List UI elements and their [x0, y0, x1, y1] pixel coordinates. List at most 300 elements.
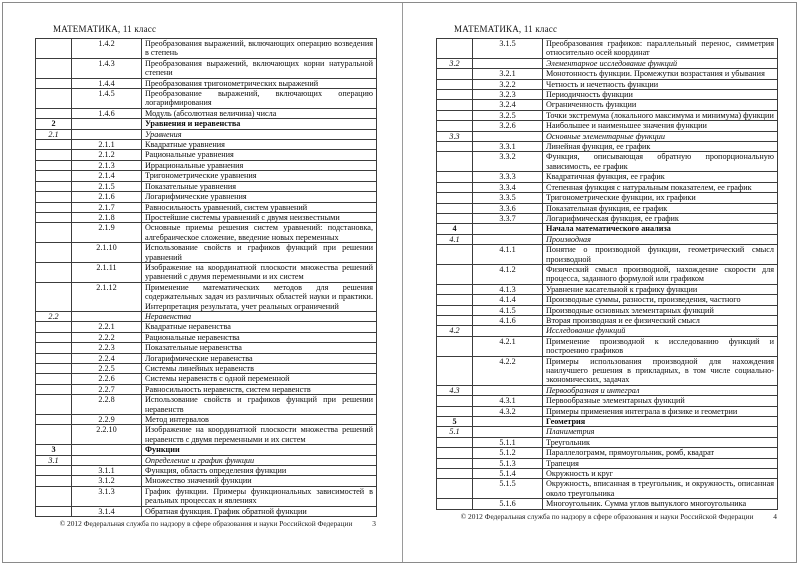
table-row — [36, 322, 377, 332]
description-cell: Функции — [142, 445, 377, 455]
table-row — [36, 455, 377, 465]
section-number-cell: 2 — [36, 119, 72, 129]
page-footer — [35, 519, 377, 528]
description-cell: Примеры применения интеграла в физике и геометрии — [543, 406, 778, 416]
table-row — [36, 39, 377, 59]
curriculum-table-page-4 — [436, 38, 778, 510]
description-cell: Изображение на координатной плоскости множества решений уравнений с двумя переменными и их систем — [142, 262, 377, 282]
description-cell: Монотонность функции. Промежутки возрастания и убывания — [543, 69, 778, 79]
table-row — [437, 448, 778, 458]
table-row — [36, 119, 377, 129]
description-cell: Использование свойств и графиков функций при решении уравнений — [142, 243, 377, 263]
description-cell: Уравнения и неравенства — [142, 119, 377, 129]
item-number-cell — [72, 311, 142, 321]
section-number-cell — [36, 39, 72, 59]
item-number-cell: 4.1.1 — [473, 245, 543, 265]
description-cell: Точки экстремума (локального максимума и минимума) функции — [543, 110, 778, 120]
section-number-cell — [437, 79, 473, 89]
table-row — [437, 234, 778, 244]
description-cell: Трапеция — [543, 458, 778, 468]
item-number-cell: 4.2.1 — [473, 336, 543, 356]
item-number-cell: 2.2.8 — [72, 395, 142, 415]
section-number-cell — [437, 458, 473, 468]
table-row — [36, 212, 377, 222]
table-row — [36, 445, 377, 455]
section-number-cell — [437, 315, 473, 325]
table-row — [36, 353, 377, 363]
description-cell: Преобразование выражений, включающих операцию логарифмирования — [142, 89, 377, 109]
table-row — [437, 152, 778, 172]
section-number-cell — [437, 121, 473, 131]
item-number-cell: 2.1.2 — [72, 150, 142, 160]
section-number-cell — [36, 322, 72, 332]
description-cell: Тригонометрические функции, их графики — [543, 193, 778, 203]
description-cell: Примеры использования производной для нахождения наилучшего решения в прикладных, в том числе социально-экономических, задачах — [543, 356, 778, 385]
item-number-cell: 2.2.2 — [72, 332, 142, 342]
description-cell: Системы неравенств с одной переменной — [142, 374, 377, 384]
item-number-cell: 1.4.6 — [72, 108, 142, 118]
section-number-cell — [437, 469, 473, 479]
section-number-cell — [36, 223, 72, 243]
section-number-cell — [437, 396, 473, 406]
description-cell: Логарифмические уравнения — [142, 192, 377, 202]
page-number: 4 — [773, 511, 777, 521]
item-number-cell — [72, 445, 142, 455]
description-cell: Системы линейных неравенств — [142, 364, 377, 374]
section-number-cell — [36, 202, 72, 212]
table-row — [437, 213, 778, 223]
table-row — [36, 202, 377, 212]
page-3 — [3, 3, 401, 562]
section-number-cell — [437, 193, 473, 203]
section-number-cell — [437, 284, 473, 294]
description-cell: Логарифмические неравенства — [142, 353, 377, 363]
table-row — [36, 476, 377, 486]
item-number-cell: 2.2.7 — [72, 384, 142, 394]
section-number-cell — [36, 466, 72, 476]
item-number-cell — [473, 131, 543, 141]
description-cell: Равносильность уравнений, систем уравнений — [142, 202, 377, 212]
item-number-cell: 1.4.4 — [72, 78, 142, 88]
item-number-cell: 3.1.4 — [72, 506, 142, 516]
section-number-cell — [437, 39, 473, 59]
document-frame — [2, 2, 797, 563]
description-cell: Логарифмическая функция, ее график — [543, 213, 778, 223]
table-row — [36, 425, 377, 445]
description-cell: Преобразования выражений, включающих корни натуральной степени — [142, 58, 377, 78]
item-number-cell: 2.2.4 — [72, 353, 142, 363]
description-cell: Физический смысл производной, нахождение скорости для процесса, заданного формулой или графиком — [543, 264, 778, 284]
description-cell: Наибольшее и наименьшее значения функции — [543, 121, 778, 131]
item-number-cell: 2.1.12 — [72, 282, 142, 311]
table-row — [36, 384, 377, 394]
item-number-cell: 4.1.4 — [473, 295, 543, 305]
table-row — [437, 182, 778, 192]
item-number-cell: 2.2.9 — [72, 415, 142, 425]
item-number-cell: 2.1.9 — [72, 223, 142, 243]
table-row — [437, 58, 778, 68]
description-cell: Множество значений функции — [142, 476, 377, 486]
description-cell: Окружность и круг — [543, 469, 778, 479]
description-cell: Основные приемы решения систем уравнений: подстановка, алгебраическое сложение, введение новых переменных — [142, 223, 377, 243]
page-header: МАТЕМАТИКА, 11 класс — [53, 24, 157, 34]
page-number: 3 — [372, 519, 376, 529]
description-cell: Рациональные уравнения — [142, 150, 377, 160]
table-row — [36, 192, 377, 202]
item-number-cell: 3.2.1 — [473, 69, 543, 79]
table-row — [437, 437, 778, 447]
item-number-cell: 2.1.4 — [72, 171, 142, 181]
item-number-cell: 1.4.3 — [72, 58, 142, 78]
section-number-cell: 4.2 — [437, 326, 473, 336]
description-cell: Обратная функция. График обратной функции — [142, 506, 377, 516]
table-row — [36, 78, 377, 88]
description-cell: Изображение на координатной плоскости множества решений неравенств с двумя переменными и их систем — [142, 425, 377, 445]
description-cell: Производные суммы, разности, произведения, частного — [543, 295, 778, 305]
section-number-cell — [36, 262, 72, 282]
item-number-cell: 3.2.3 — [473, 90, 543, 100]
description-cell: Тригонометрические уравнения — [142, 171, 377, 181]
section-number-cell — [437, 213, 473, 223]
description-cell: Производные основных элементарных функций — [543, 305, 778, 315]
section-number-cell — [36, 486, 72, 506]
table-row — [36, 108, 377, 118]
section-number-cell — [437, 172, 473, 182]
item-number-cell — [72, 119, 142, 129]
section-number-cell: 2.1 — [36, 129, 72, 139]
item-number-cell: 4.1.6 — [473, 315, 543, 325]
description-cell: Равносильность неравенств, систем неравенств — [142, 384, 377, 394]
description-cell: Первообразная и интеграл — [543, 385, 778, 395]
table-row — [437, 245, 778, 265]
section-number-cell: 3.2 — [437, 58, 473, 68]
description-cell: Четность и нечетность функции — [543, 79, 778, 89]
description-cell: Функция, область определения функции — [142, 466, 377, 476]
section-number-cell — [437, 356, 473, 385]
table-row — [437, 315, 778, 325]
section-number-cell — [36, 108, 72, 118]
section-number-cell — [36, 150, 72, 160]
table-row — [36, 243, 377, 263]
section-number-cell — [437, 245, 473, 265]
section-number-cell: 3 — [36, 445, 72, 455]
item-number-cell: 2.1.5 — [72, 181, 142, 191]
section-number-cell — [36, 58, 72, 78]
description-cell: Использование свойств и графиков функций при решении неравенств — [142, 395, 377, 415]
table-row — [437, 295, 778, 305]
table-row — [36, 160, 377, 170]
item-number-cell: 3.1.5 — [473, 39, 543, 59]
table-row — [437, 69, 778, 79]
description-cell: Исследование функций — [543, 326, 778, 336]
item-number-cell — [72, 455, 142, 465]
section-number-cell: 4 — [437, 224, 473, 234]
item-number-cell: 3.1.1 — [72, 466, 142, 476]
table-row — [437, 284, 778, 294]
item-number-cell — [473, 427, 543, 437]
section-number-cell — [36, 140, 72, 150]
section-number-cell — [36, 171, 72, 181]
section-number-cell — [437, 110, 473, 120]
description-cell: Линейная функция, ее график — [543, 142, 778, 152]
description-cell: Параллелограмм, прямоугольник, ромб, квадрат — [543, 448, 778, 458]
section-number-cell — [36, 395, 72, 415]
table-row — [36, 395, 377, 415]
table-row — [36, 311, 377, 321]
item-number-cell: 3.3.2 — [473, 152, 543, 172]
table-row — [437, 417, 778, 427]
description-cell: Треугольник — [543, 437, 778, 447]
section-number-cell — [437, 448, 473, 458]
description-cell: Планиметрия — [543, 427, 778, 437]
table-row — [437, 131, 778, 141]
section-number-cell — [437, 142, 473, 152]
item-number-cell: 5.1.1 — [473, 437, 543, 447]
table-row — [36, 364, 377, 374]
section-number-cell — [36, 181, 72, 191]
section-number-cell — [36, 243, 72, 263]
item-number-cell: 2.1.11 — [72, 262, 142, 282]
item-number-cell: 2.2.6 — [72, 374, 142, 384]
table-row — [437, 203, 778, 213]
item-number-cell: 2.1.7 — [72, 202, 142, 212]
table-row — [437, 172, 778, 182]
item-number-cell: 2.2.1 — [72, 322, 142, 332]
item-number-cell: 3.3.4 — [473, 182, 543, 192]
section-number-cell — [36, 374, 72, 384]
description-cell: Неравенства — [142, 311, 377, 321]
copyright-text: © 2012 Федеральная служба по надзору в сфере образования и науки Российской Федерации — [59, 519, 353, 529]
item-number-cell: 4.3.1 — [473, 396, 543, 406]
page-header: МАТЕМАТИКА, 11 класс — [454, 24, 558, 34]
section-number-cell: 5 — [437, 417, 473, 427]
section-number-cell: 3.3 — [437, 131, 473, 141]
copyright-text: © 2012 Федеральная служба по надзору в сфере образования и науки Российской Федерации — [460, 511, 754, 521]
section-number-cell — [437, 295, 473, 305]
item-number-cell: 2.1.10 — [72, 243, 142, 263]
section-number-cell — [36, 425, 72, 445]
table-row — [437, 224, 778, 234]
curriculum-table-page-3 — [35, 38, 377, 517]
item-number-cell: 1.4.2 — [72, 39, 142, 59]
description-cell: Периодичность функции — [543, 90, 778, 100]
description-cell: Иррациональные уравнения — [142, 160, 377, 170]
section-number-cell — [36, 343, 72, 353]
item-number-cell — [473, 417, 543, 427]
item-number-cell: 3.3.5 — [473, 193, 543, 203]
item-number-cell: 2.2.10 — [72, 425, 142, 445]
item-number-cell: 3.3.6 — [473, 203, 543, 213]
section-number-cell — [437, 479, 473, 499]
item-number-cell: 2.2.3 — [72, 343, 142, 353]
description-cell: Показательные уравнения — [142, 181, 377, 191]
section-number-cell: 3.1 — [36, 455, 72, 465]
table-row — [437, 264, 778, 284]
description-cell: Окружность, вписанная в треугольник, и окружность, описанная около треугольника — [543, 479, 778, 499]
section-number-cell — [437, 305, 473, 315]
section-number-cell: 5.1 — [437, 427, 473, 437]
item-number-cell: 2.1.3 — [72, 160, 142, 170]
section-number-cell: 4.1 — [437, 234, 473, 244]
page-divider — [402, 3, 403, 562]
description-cell: Многоугольник. Сумма углов выпуклого многоугольника — [543, 499, 778, 509]
section-number-cell — [437, 100, 473, 110]
table-row — [36, 58, 377, 78]
description-cell: Модуль (абсолютная величина) числа — [142, 108, 377, 118]
page-footer — [436, 512, 778, 521]
description-cell: Квадратные неравенства — [142, 322, 377, 332]
section-number-cell — [36, 384, 72, 394]
table-row — [437, 479, 778, 499]
section-number-cell — [437, 90, 473, 100]
table-row — [437, 110, 778, 120]
item-number-cell: 2.1.8 — [72, 212, 142, 222]
item-number-cell — [473, 385, 543, 395]
table-row — [437, 193, 778, 203]
item-number-cell: 5.1.5 — [473, 479, 543, 499]
table-row — [36, 223, 377, 243]
item-number-cell — [473, 234, 543, 244]
item-number-cell: 4.2.2 — [473, 356, 543, 385]
item-number-cell: 2.1.1 — [72, 140, 142, 150]
table-row — [437, 90, 778, 100]
description-cell: График функции. Примеры функциональных зависимостей в реальных процессах и явлениях — [142, 486, 377, 506]
table-row — [36, 181, 377, 191]
item-number-cell — [72, 129, 142, 139]
section-number-cell — [437, 69, 473, 79]
table-row — [36, 343, 377, 353]
table-row — [36, 466, 377, 476]
table-row — [36, 89, 377, 109]
table-row — [36, 171, 377, 181]
description-cell: Преобразования тригонометрических выражений — [142, 78, 377, 88]
table-row — [437, 427, 778, 437]
item-number-cell: 3.2.4 — [473, 100, 543, 110]
item-number-cell: 4.1.2 — [473, 264, 543, 284]
page-4 — [404, 3, 796, 562]
description-cell: Первообразные элементарных функций — [543, 396, 778, 406]
section-number-cell — [36, 353, 72, 363]
table-row — [437, 406, 778, 416]
table-row — [437, 385, 778, 395]
item-number-cell: 4.3.2 — [473, 406, 543, 416]
section-number-cell — [36, 89, 72, 109]
item-number-cell: 4.1.3 — [473, 284, 543, 294]
table-row — [437, 469, 778, 479]
item-number-cell: 5.1.6 — [473, 499, 543, 509]
section-number-cell: 4.3 — [437, 385, 473, 395]
section-number-cell — [437, 499, 473, 509]
description-cell: Применение математических методов для решения содержательных задач из различных областей науки и практики. Интерпретация результата, учет реальных ограничений — [142, 282, 377, 311]
item-number-cell: 3.3.7 — [473, 213, 543, 223]
table-row — [437, 396, 778, 406]
description-cell: Начала математического анализа — [543, 224, 778, 234]
table-row — [36, 332, 377, 342]
description-cell: Уравнения — [142, 129, 377, 139]
table-row — [437, 326, 778, 336]
item-number-cell: 3.2.2 — [473, 79, 543, 89]
description-cell: Элементарное исследование функций — [543, 58, 778, 68]
description-cell: Простейшие системы уравнений с двумя неизвестными — [142, 212, 377, 222]
section-number-cell — [437, 264, 473, 284]
section-number-cell: 2.2 — [36, 311, 72, 321]
table-row — [36, 129, 377, 139]
description-cell: Преобразования выражений, включающих операцию возведения в степень — [142, 39, 377, 59]
table-row — [437, 79, 778, 89]
section-number-cell — [36, 192, 72, 202]
item-number-cell: 5.1.3 — [473, 458, 543, 468]
section-number-cell — [36, 506, 72, 516]
description-cell: Квадратичная функция, ее график — [543, 172, 778, 182]
table-row — [437, 499, 778, 509]
description-cell: Уравнение касательной к графику функции — [543, 284, 778, 294]
section-number-cell — [36, 160, 72, 170]
description-cell: Определение и график функции — [142, 455, 377, 465]
description-cell: Квадратные уравнения — [142, 140, 377, 150]
description-cell: Основные элементарные функции — [543, 131, 778, 141]
table-row — [36, 282, 377, 311]
section-number-cell — [437, 437, 473, 447]
item-number-cell: 5.1.2 — [473, 448, 543, 458]
item-number-cell: 2.2.5 — [72, 364, 142, 374]
description-cell: Метод интервалов — [142, 415, 377, 425]
item-number-cell — [473, 326, 543, 336]
table-row — [437, 458, 778, 468]
table-row — [437, 356, 778, 385]
section-number-cell — [36, 476, 72, 486]
description-cell: Геометрия — [543, 417, 778, 427]
item-number-cell: 3.2.5 — [473, 110, 543, 120]
table-row — [36, 374, 377, 384]
item-number-cell: 2.1.6 — [72, 192, 142, 202]
table-row — [36, 150, 377, 160]
section-number-cell — [36, 282, 72, 311]
table-row — [36, 486, 377, 506]
section-number-cell — [437, 406, 473, 416]
description-cell: Показательная функция, ее график — [543, 203, 778, 213]
item-number-cell: 1.4.5 — [72, 89, 142, 109]
item-number-cell: 3.1.3 — [72, 486, 142, 506]
section-number-cell — [36, 212, 72, 222]
table-row — [437, 100, 778, 110]
section-number-cell — [437, 336, 473, 356]
table-row — [36, 415, 377, 425]
description-cell: Ограниченность функции — [543, 100, 778, 110]
section-number-cell — [36, 415, 72, 425]
description-cell: Преобразования графиков: параллельный перенос, симметрия относительно осей координат — [543, 39, 778, 59]
section-number-cell — [36, 332, 72, 342]
table-row — [437, 305, 778, 315]
table-row — [36, 262, 377, 282]
table-row — [36, 140, 377, 150]
description-cell: Применение производной к исследованию функций и построению графиков — [543, 336, 778, 356]
item-number-cell: 3.1.2 — [72, 476, 142, 486]
item-number-cell: 3.3.1 — [473, 142, 543, 152]
item-number-cell: 3.3.3 — [473, 172, 543, 182]
description-cell: Рациональные неравенства — [142, 332, 377, 342]
table-row — [437, 336, 778, 356]
section-number-cell — [36, 78, 72, 88]
section-number-cell — [36, 364, 72, 374]
description-cell: Вторая производная и ее физический смысл — [543, 315, 778, 325]
section-number-cell — [437, 182, 473, 192]
table-row — [36, 506, 377, 516]
item-number-cell: 5.1.4 — [473, 469, 543, 479]
table-row — [437, 142, 778, 152]
item-number-cell — [473, 58, 543, 68]
item-number-cell — [473, 224, 543, 234]
table-row — [437, 39, 778, 59]
